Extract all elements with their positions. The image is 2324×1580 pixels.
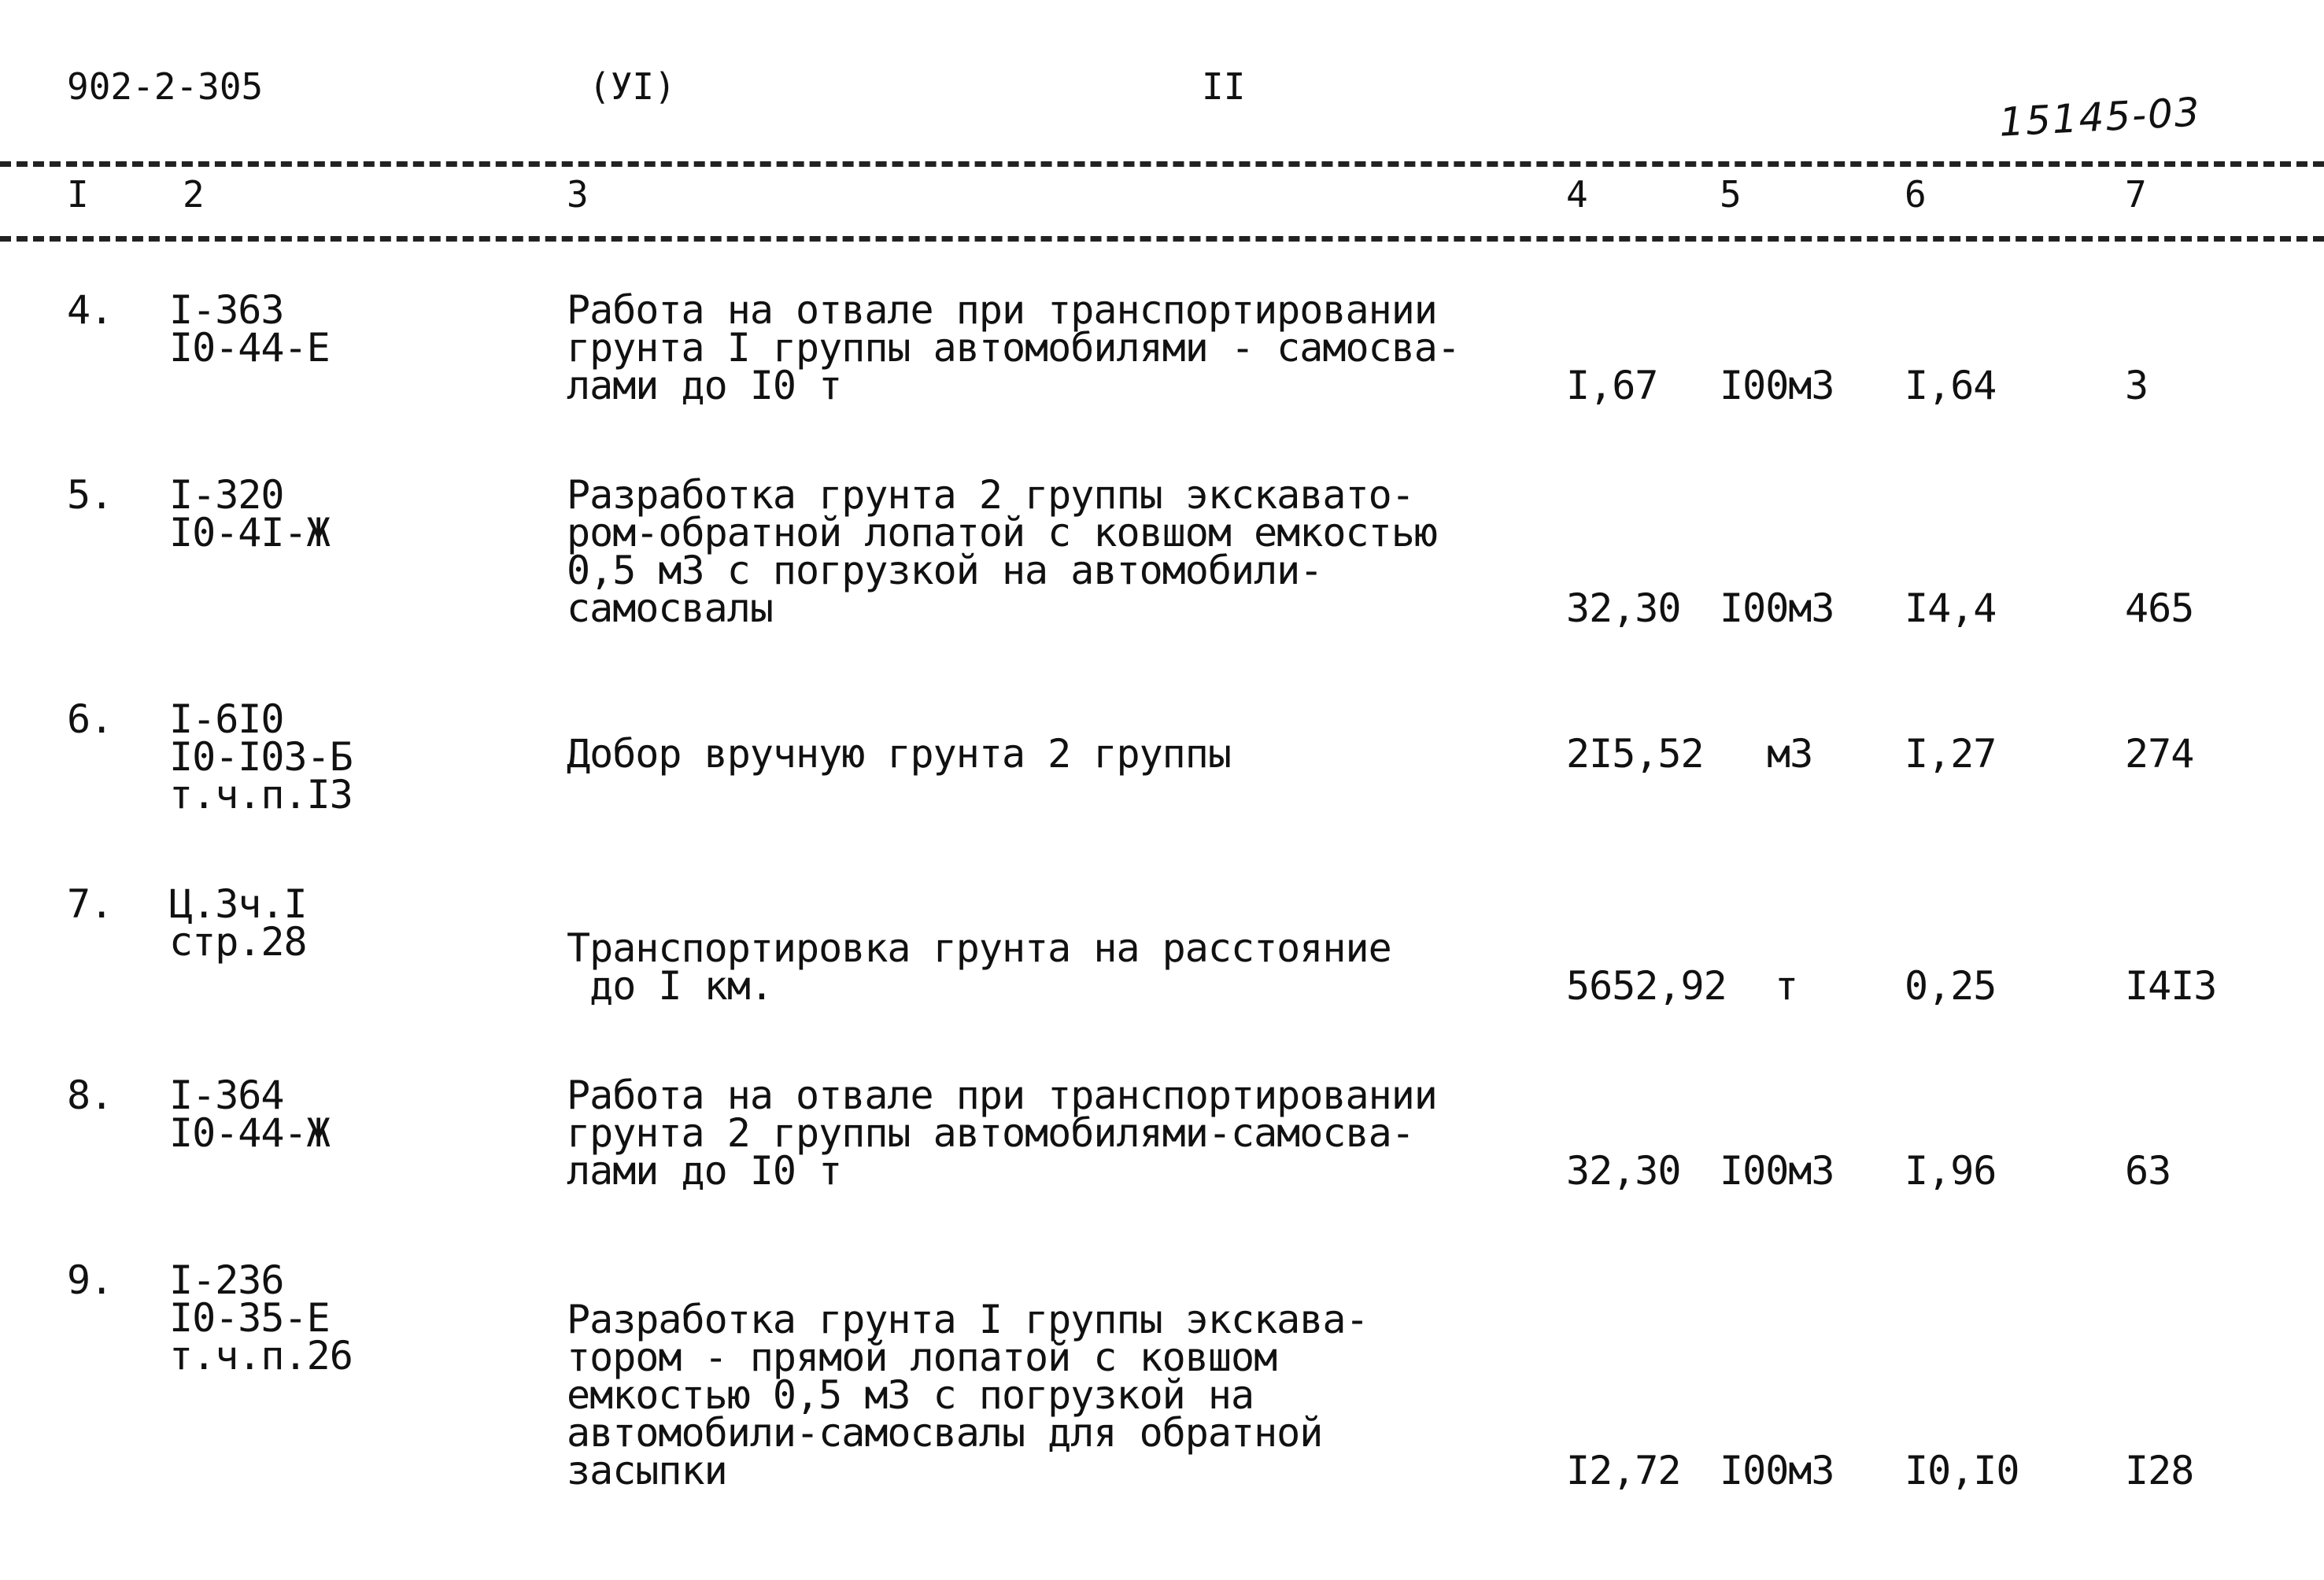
row-description-line: самосвалы [567, 585, 773, 631]
column-header-6: 6 [1905, 173, 1927, 216]
row-total: I4I3 [2125, 963, 2217, 1009]
row-description-line: Разработка грунта 2 группы экскавато- [567, 472, 1414, 518]
row-unit: т [1775, 963, 1798, 1009]
row-code: I-236 [169, 1257, 284, 1303]
row-description-line: автомобили-самосвалы для обратной [567, 1410, 1323, 1456]
row-code: I0-35-Е [169, 1295, 330, 1341]
row-description-line: Работа на отвале при транспортировании [567, 1072, 1437, 1118]
row-rate: I,96 [1905, 1148, 1997, 1194]
row-description-line: 0,5 м3 с погрузкой на автомобили- [567, 548, 1323, 593]
row-quantity: 32,30 [1566, 585, 1681, 631]
row-quantity: 2I5,52 [1566, 731, 1704, 777]
row-code: т.ч.п.I3 [169, 772, 353, 818]
row-rate: I0,I0 [1905, 1448, 2019, 1493]
row-total: 3 [2125, 363, 2148, 408]
row-number: 4. [67, 287, 113, 333]
row-code: I0-44-Е [169, 325, 330, 371]
row-description-line: Работа на отвале при транспортировании [567, 287, 1437, 333]
row-description-line: засыпки [567, 1448, 727, 1493]
row-unit: м3 [1767, 731, 1813, 777]
row-code: I-363 [169, 287, 284, 333]
row-code: I0-44-Ж [169, 1110, 330, 1156]
row-number: 7. [67, 881, 113, 927]
column-header-3: 3 [567, 173, 589, 216]
row-number: 6. [67, 696, 113, 742]
row-rate: I,27 [1905, 731, 1997, 777]
row-description-line: грунта 2 группы автомобилями-самосва- [567, 1110, 1414, 1156]
row-description-line: грунта I группы автомобилями - самосва- [567, 325, 1460, 371]
row-description-line: ром-обратной лопатой с ковшом емкостью [567, 510, 1437, 556]
page-number: II [1202, 65, 1246, 108]
row-code: I0-4I-Ж [169, 510, 330, 556]
column-header-1: I [67, 173, 89, 216]
row-code: I-320 [169, 472, 284, 518]
column-header-5: 5 [1720, 173, 1742, 216]
row-description-line: лами до I0 т [567, 1148, 842, 1194]
row-rate: I,64 [1905, 363, 1997, 408]
row-rate: 0,25 [1905, 963, 1997, 1009]
row-description-line: Разработка грунта I группы экскава- [567, 1297, 1369, 1342]
row-total: 465 [2125, 585, 2194, 631]
row-number: 8. [67, 1072, 113, 1118]
row-code: Ц.3ч.I [169, 881, 307, 927]
header-rule-bottom [0, 236, 2324, 242]
row-unit: I00м3 [1720, 1448, 1834, 1493]
row-quantity: I2,72 [1566, 1448, 1681, 1493]
row-code: I0-I03-Б [169, 734, 353, 780]
row-quantity: 5652,92 [1566, 963, 1727, 1009]
row-quantity: I,67 [1566, 363, 1658, 408]
row-rate: I4,4 [1905, 585, 1997, 631]
row-code: I-364 [169, 1072, 284, 1118]
row-description-line: до I км. [567, 963, 773, 1009]
row-total: 274 [2125, 731, 2194, 777]
row-quantity: 32,30 [1566, 1148, 1681, 1194]
section-label: (УI) [589, 65, 676, 108]
row-code: т.ч.п.26 [169, 1333, 353, 1379]
row-number: 5. [67, 472, 113, 518]
handwritten-number: 15145-03 [1997, 89, 2203, 146]
row-number: 9. [67, 1257, 113, 1303]
row-description-line: Добор вручную грунта 2 группы [567, 731, 1231, 777]
row-code: стр.28 [169, 919, 307, 965]
column-header-7: 7 [2125, 173, 2147, 216]
row-unit: I00м3 [1720, 585, 1834, 631]
column-header-2: 2 [183, 173, 205, 216]
document-code: 902-2-305 [67, 65, 264, 108]
row-description-line: Транспортировка грунта на расстояние [567, 925, 1391, 971]
row-unit: I00м3 [1720, 363, 1834, 408]
row-unit: I00м3 [1720, 1148, 1834, 1194]
row-description-line: тором - прямой лопатой с ковшом [567, 1335, 1277, 1380]
column-header-4: 4 [1566, 173, 1588, 216]
row-total: 63 [2125, 1148, 2171, 1194]
row-description-line: емкостью 0,5 м3 с погрузкой на [567, 1372, 1254, 1418]
row-description-line: лами до I0 т [567, 363, 842, 408]
row-total: I28 [2125, 1448, 2194, 1493]
row-code: I-6I0 [169, 696, 284, 742]
header-rule-top [0, 161, 2324, 167]
